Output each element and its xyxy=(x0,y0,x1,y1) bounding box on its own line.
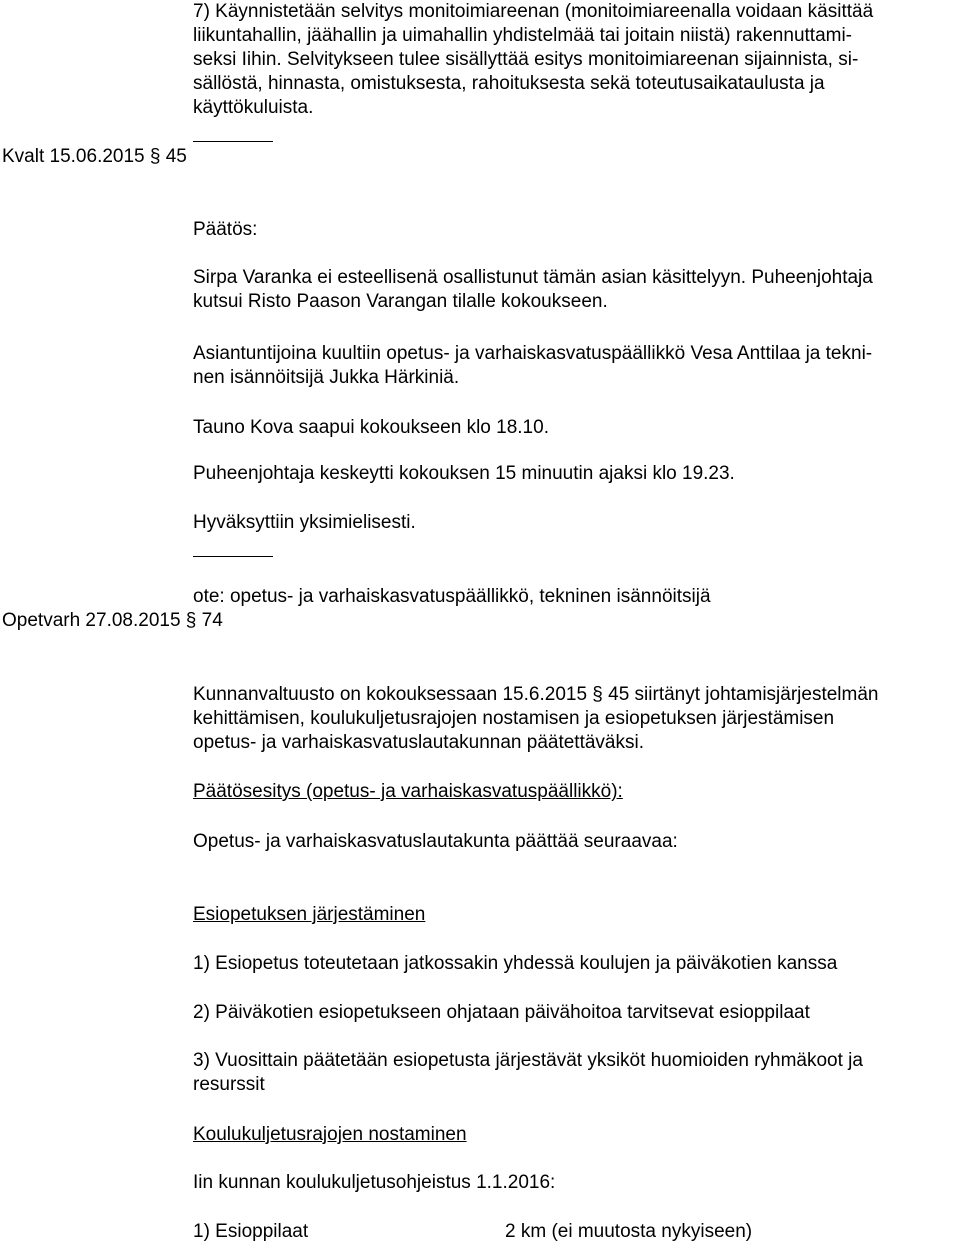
kuljetus-heading: Koulukuljetusrajojen nostaminen xyxy=(193,1124,467,1145)
section-7-line-4: sällöstä, hinnasta, omistuksesta, rahoituksesta sekä toteutusaikataulusta ja xyxy=(193,73,825,94)
decision-p5: Hyväksyttiin yksimielisesti. xyxy=(193,512,416,533)
proposal-intro: Opetus- ja varhaiskasvatuslautakunta päättää seuraavaa: xyxy=(193,831,678,852)
separator-rule xyxy=(193,141,273,142)
decision-p1-line-1: Sirpa Varanka ei esteellisenä osallistunut tämän asian käsittelyyn. Puheenjohtaja xyxy=(193,267,873,288)
section-7-line-5: käyttökuluista. xyxy=(193,97,314,118)
esiopetus-item-2: 2) Päiväkotien esiopetukseen ohjataan päivähoitoa tarvitsevat esioppilaat xyxy=(193,1002,810,1023)
intro-line-2: kehittämisen, koulukuljetusrajojen nostamisen ja esiopetuksen järjestämisen xyxy=(193,708,835,729)
decision-heading: Päätös: xyxy=(193,219,258,240)
intro-line-3: opetus- ja varhaiskasvatuslautakunnan päätettäväksi. xyxy=(193,732,644,753)
section-7-line-1: 7) Käynnistetään selvitys monitoimiareenan (monitoimiareenalla voidaan käsittää xyxy=(193,1,874,22)
decision-p2-line-2: nen isännöitsijä Jukka Härkiniä. xyxy=(193,367,460,388)
ote-line: ote: opetus- ja varhaiskasvatuspäällikkö, tekninen isännöitsijä xyxy=(193,586,711,607)
kuljetus-row-1-label: 1) Esioppilaat xyxy=(193,1221,309,1242)
kuljetus-row-1 xyxy=(193,1220,753,1244)
proposal-heading: Päätösesitys (opetus- ja varhaiskasvatuspäällikkö): xyxy=(193,781,623,802)
section-7-line-2: liikuntahallin, jäähallin ja uimahallin yhdistelmää tai joitain niistä) rakennuttami- xyxy=(193,25,853,46)
decision-p4: Puheenjohtaja keskeytti kokouksen 15 minuutin ajaksi klo 19.23. xyxy=(193,463,735,484)
esiopetus-item-1: 1) Esiopetus toteutetaan jatkossakin yhdessä koulujen ja päiväkotien kanssa xyxy=(193,953,838,974)
decision-p1-line-2: kutsui Risto Paason Varangan tilalle kokoukseen. xyxy=(193,291,608,312)
ref-opetvarh: Opetvarh 27.08.2015 § 74 xyxy=(2,610,223,631)
esiopetus-heading: Esiopetuksen järjestäminen xyxy=(193,904,426,925)
esiopetus-item-3-line-1: 3) Vuosittain päätetään esiopetusta järjestävät yksiköt huomioiden ryhmäkoot ja xyxy=(193,1050,863,1071)
section-7-line-3: seksi Iihin. Selvitykseen tulee sisällyttää esitys monitoimiareenan sijainnista, si- xyxy=(193,49,859,70)
decision-p3: Tauno Kova saapui kokoukseen klo 18.10. xyxy=(193,417,549,438)
kuljetus-intro: Iin kunnan koulukuljetusohjeistus 1.1.2016: xyxy=(193,1172,556,1193)
ref-kvalt: Kvalt 15.06.2015 § 45 xyxy=(2,146,187,167)
intro-line-1: Kunnanvaltuusto on kokouksessaan 15.6.2015 § 45 siirtänyt johtamisjärjestelmän xyxy=(193,684,879,705)
separator-rule xyxy=(193,556,273,557)
kuljetus-row-1-value: 2 km (ei muutosta nykyiseen) xyxy=(505,1221,753,1242)
decision-p2-line-1: Asiantuntijoina kuultiin opetus- ja varhaiskasvatuspäällikkö Vesa Anttilaa ja tekni- xyxy=(193,343,873,364)
esiopetus-item-3-line-2: resurssit xyxy=(193,1074,265,1095)
